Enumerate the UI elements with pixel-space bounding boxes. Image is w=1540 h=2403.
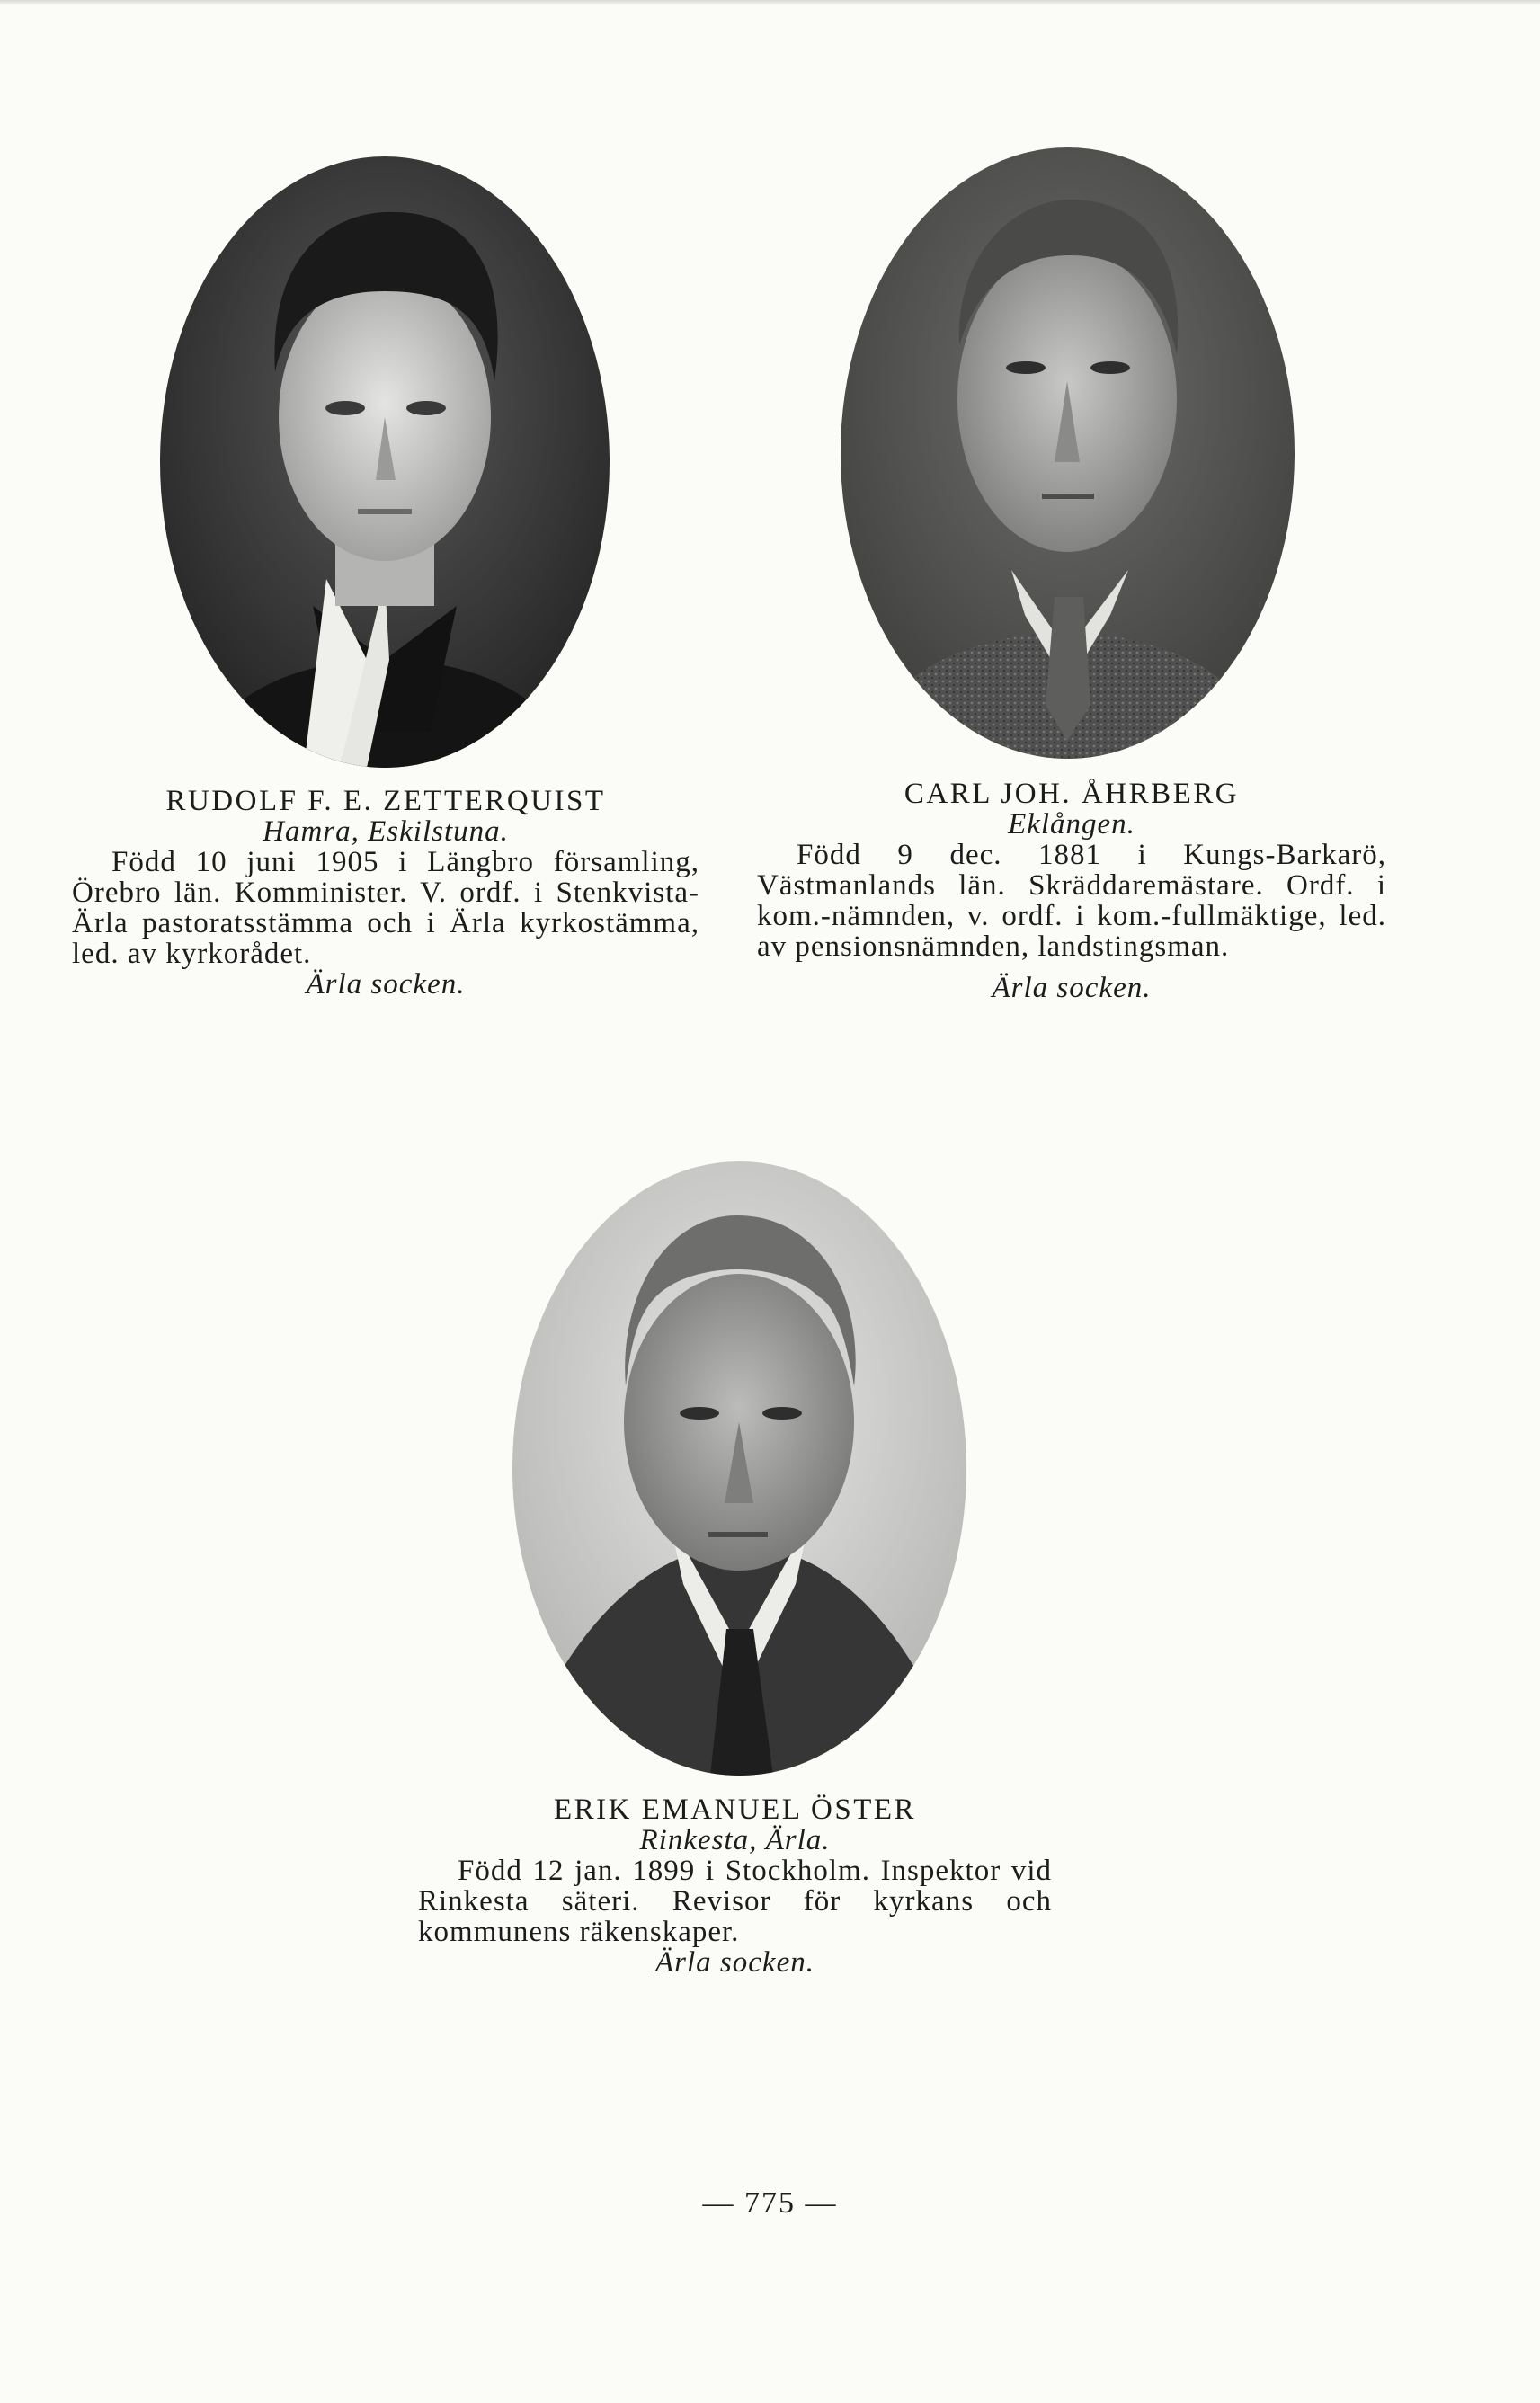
biography-entry-ahrberg — [757, 779, 1386, 1003]
biography-entry-oster — [418, 1794, 1052, 1978]
biography-text: Född 12 jan. 1899 i Stockholm. Inspektor vid Rinkesta säteri. Revisor för kyrkans och kommunens räkenskaper. — [418, 1855, 1052, 1948]
parish: Ärla socken. — [655, 1946, 815, 1979]
person-name: RUDOLF F. E. ZETTERQUIST — [165, 785, 606, 817]
person-name: ERIK EMANUEL ÖSTER — [553, 1793, 917, 1826]
residence: Eklången. — [1008, 808, 1135, 841]
residence: Hamra, Eskilstuna. — [263, 815, 509, 848]
person-name: CARL JOH. ÅHRBERG — [904, 778, 1240, 810]
portrait-oster — [512, 1161, 966, 1776]
portrait-ahrberg — [841, 147, 1295, 759]
biography-text: Född 9 dec. 1881 i Kungs-Barkarö, Västmanlands län. Skräddaremästare. Ordf. i kom.-nämnden, v. ordf. i kom.-fullmäktige, led. av pensionsnämnden, landstingsman. — [757, 839, 1386, 963]
biography-text: Född 10 juni 1905 i Längbro församling, Örebro län. Komminister. V. ordf. i Stenkvista-Ärla pastoratsstämma och i Ärla kyrkostämma, led. av kyrkorådet. — [72, 846, 699, 970]
parish: Ärla socken. — [992, 972, 1152, 1004]
page-number: — 775 — — [702, 2186, 838, 2220]
page-top-edge — [0, 0, 1540, 5]
biography-entry-zetterquist — [72, 786, 699, 1000]
residence: Rinkesta, Ärla. — [639, 1824, 831, 1856]
parish: Ärla socken. — [306, 968, 466, 1001]
portrait-zetterquist — [160, 156, 610, 768]
